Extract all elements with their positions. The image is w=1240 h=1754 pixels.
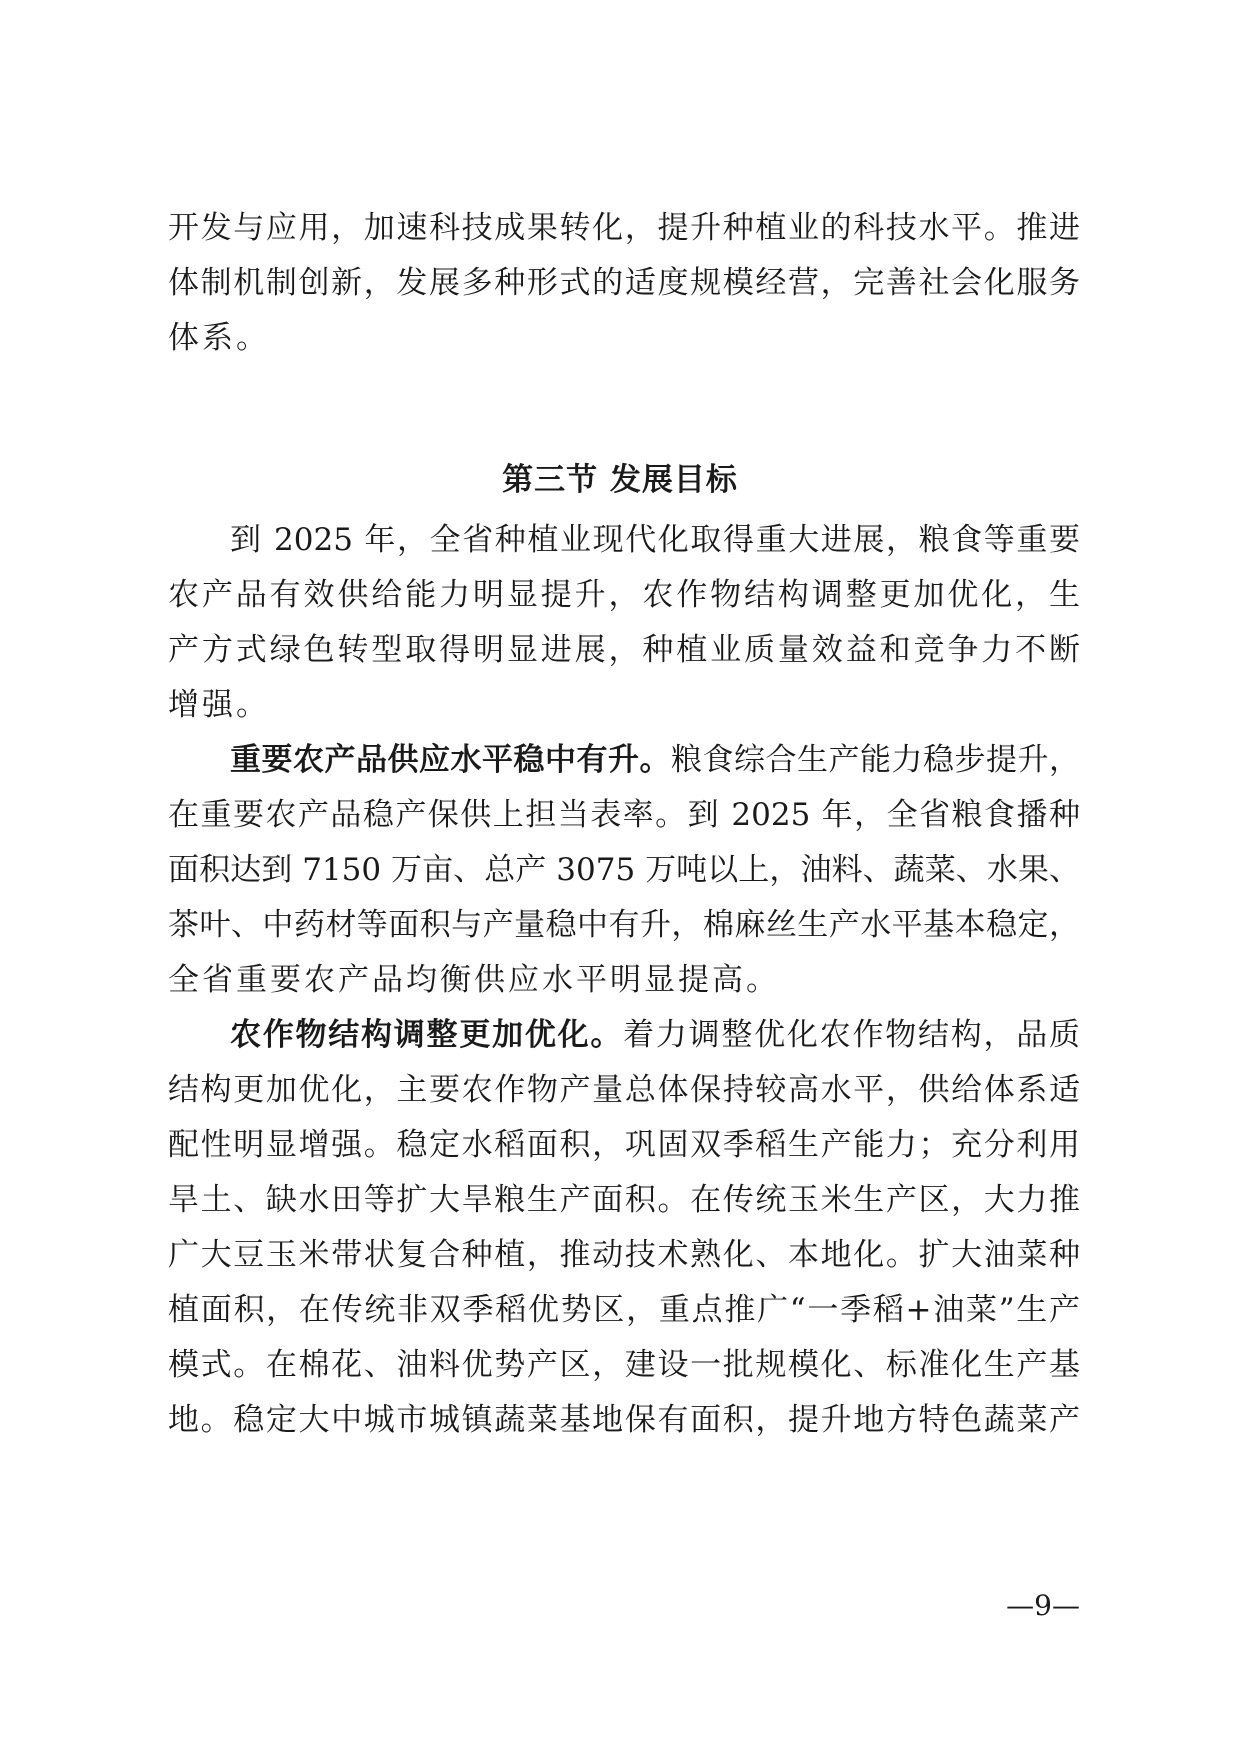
body-text-line: 地。稳定大中城市城镇蔬菜基地保有面积，提升地方特色蔬菜产 bbox=[168, 1402, 1080, 1438]
body-text-line: 结构更加优化，主要农作物产量总体保持较高水平，供给体系适 bbox=[168, 1072, 1080, 1108]
paragraph-lead-rest: 粮食综合生产能力稳步提升， bbox=[671, 742, 1080, 778]
body-text-line: 旱土、缺水田等扩大旱粮生产面积。在传统玉米生产区，大力推 bbox=[168, 1182, 1080, 1218]
paragraph-lead-rest: 着力调整优化农作物结构，品质 bbox=[623, 1017, 1081, 1053]
paragraph-first-line bbox=[230, 1015, 1080, 1055]
section-heading: 第三节 发展目标 bbox=[502, 462, 738, 498]
body-text-line: 在重要农产品稳产保供上担当表率。到 2025 年，全省粮食播种 bbox=[168, 797, 1080, 833]
body-text-line: 到 2025 年，全省种植业现代化取得重大进展，粮食等重要 bbox=[230, 522, 1080, 558]
body-text-line: 农产品有效供给能力明显提升，农作物结构调整更加优化，生 bbox=[168, 577, 1080, 613]
body-text-line: 开发与应用，加速科技成果转化，提升种植业的科技水平。推进 bbox=[168, 210, 1080, 246]
body-text-line: 产方式绿色转型取得明显进展，种植业质量效益和竞争力不断 bbox=[168, 632, 1080, 668]
body-text-line: 植面积，在传统非双季稻优势区，重点推广“一季稻+油菜”生产 bbox=[168, 1292, 1080, 1328]
body-text-line: 配性明显增强。稳定水稻面积，巩固双季稻生产能力；充分利用 bbox=[168, 1127, 1080, 1163]
body-text-line: 茶叶、中药材等面积与产量稳中有升，棉麻丝生产水平基本稳定， bbox=[168, 907, 1080, 943]
page-number: —9— bbox=[1006, 1589, 1080, 1622]
body-text-line: 全省重要农产品均衡供应水平明显提高。 bbox=[168, 962, 780, 998]
body-text-line: 面积达到 7150 万亩、总产 3075 万吨以上，油料、蔬菜、水果、 bbox=[168, 852, 1080, 888]
paragraph-first-line bbox=[230, 740, 1080, 780]
body-text-line: 体系。 bbox=[168, 320, 270, 356]
body-text-line: 体制机制创新，发展多种形式的适度规模经营，完善社会化服务 bbox=[168, 265, 1080, 301]
body-text-line: 广大豆玉米带状复合种植，推动技术熟化、本地化。扩大油菜种 bbox=[168, 1237, 1080, 1273]
paragraph-lead-bold: 农作物结构调整更加优化。 bbox=[230, 1017, 624, 1053]
body-text-line: 增强。 bbox=[168, 687, 270, 723]
paragraph-lead-bold: 重要农产品供应水平稳中有升。 bbox=[230, 742, 671, 778]
body-text-line: 模式。在棉花、油料优势产区，建设一批规模化、标准化生产基 bbox=[168, 1347, 1080, 1383]
